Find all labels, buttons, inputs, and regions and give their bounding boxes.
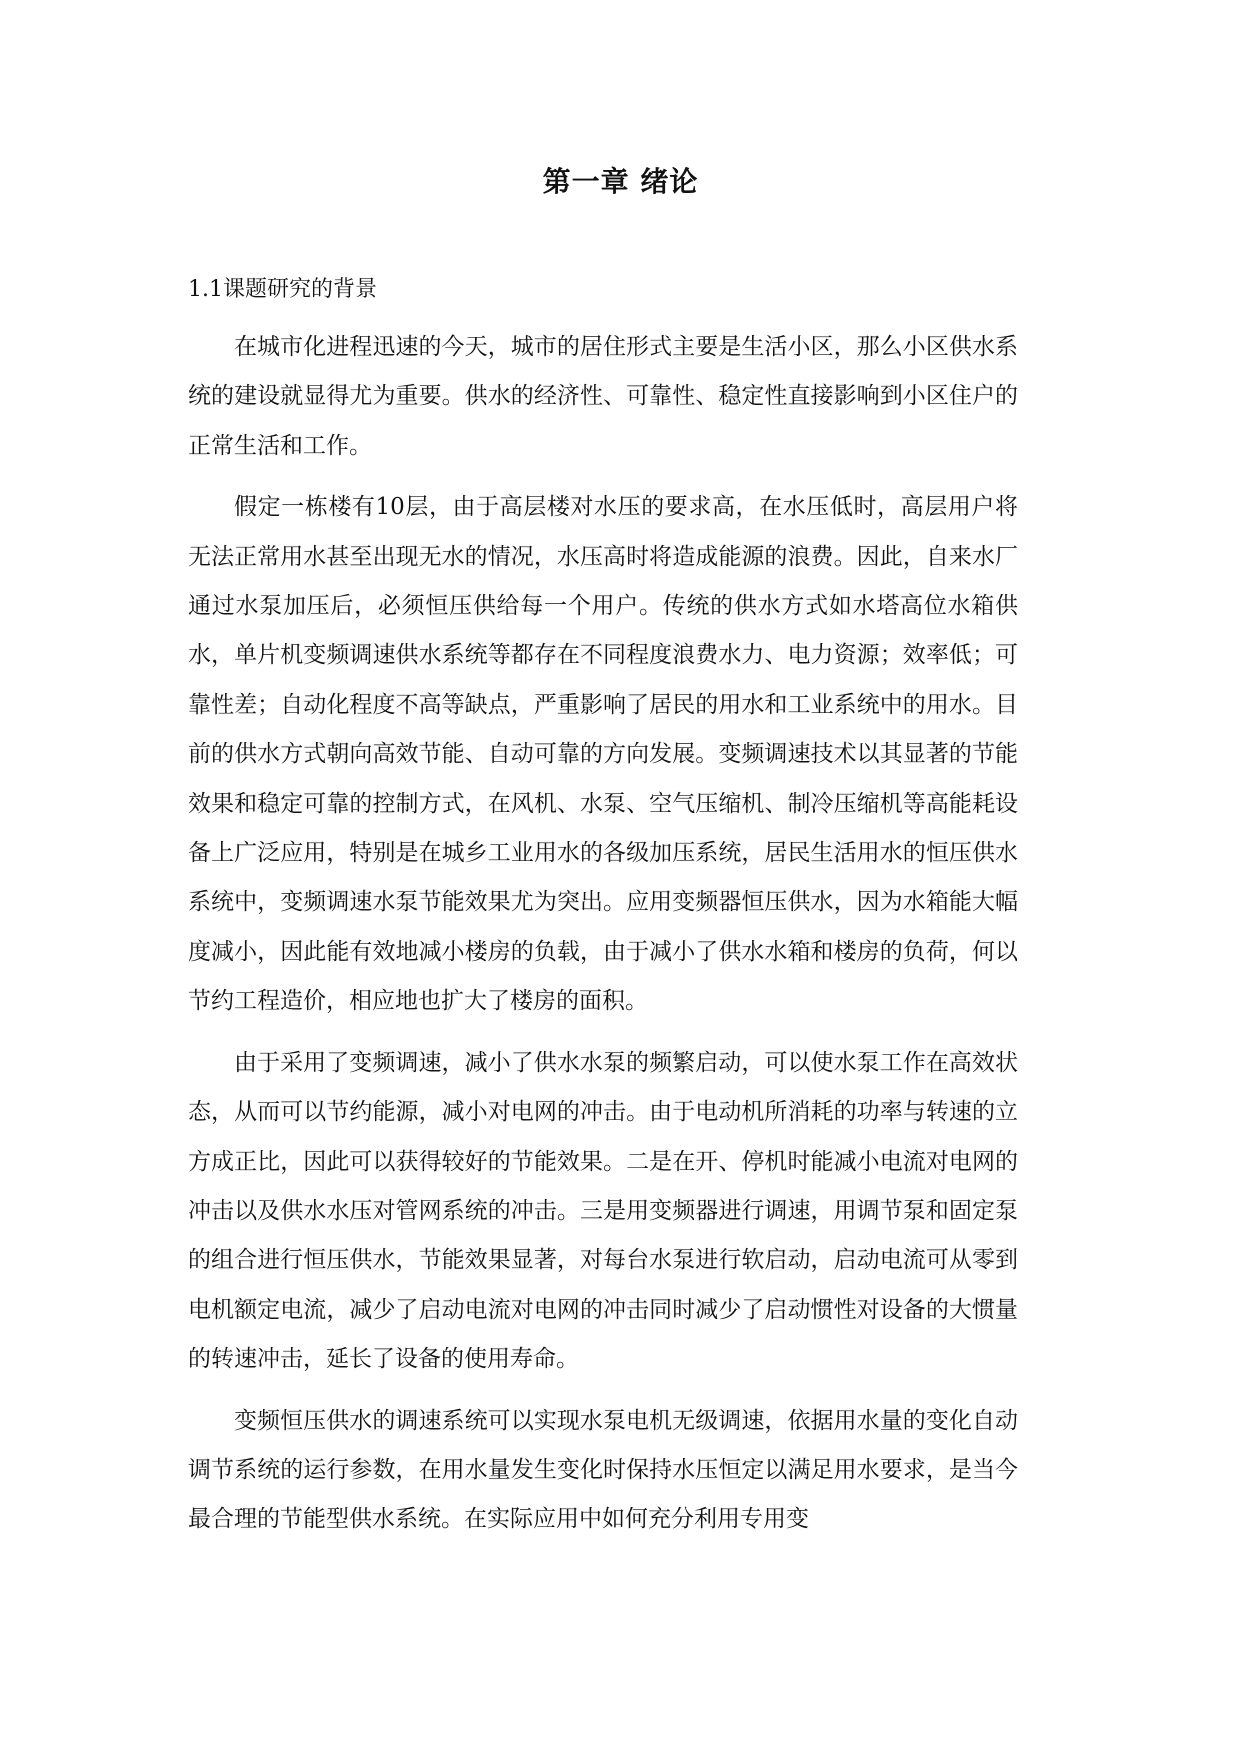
section-heading: 1.1课题研究的背景 [188,277,377,302]
body-text [188,323,1018,1557]
paragraph-1: 在城市化进程迅速的今天，城市的居住形式主要是生活小区，那么小区供水系统的建设就显得尤为重要。供水的经济性、可靠性、稳定性直接影响到小区住户的正常生活和工作。 [188,334,1018,459]
chapter-title: 第一章 绪论 [542,165,699,198]
paragraph-2: 假定一栋楼有10层，由于高层楼对水压的要求高，在水压低时，高层用户将无法正常用水甚至出现无水的情况，水压高时将造成能源的浪费。因此，自来水厂通过水泵加压后，必须恒压供给每一个用户。传统的供水方式如水塔高位水箱供水，单片机变频调速供水系统等都存在不同程度浪费水力、电力资源；效率低；可靠性差；自动化程度不高等缺点，严重影响了居民的用水和工业系统中的用水。目前的供水方式朝向高效节能、自动可靠的方向发展。变频调速技术以其显著的节能效果和稳定可靠的控制方式，在风机、水泵、空气压缩机、制冷压缩机等高能耗设备上广泛应用，特别是在城乡工业用水的各级加压系统，居民生活用水的恒压供水系统中，变频调速水泵节能效果尤为突出。应用变频器恒压供水，因为水箱能大幅度减小，因此能有效地减小楼房的负载，由于减小了供水水箱和楼房的负荷，何以节约工程造价，相应地也扩大了楼房的面积。 [188,494,1018,1015]
paragraph-3: 由于采用了变频调速，减小了供水水泵的频繁启动，可以使水泵工作在高效状态，从而可以节约能源，减小对电网的冲击。由于电动机所消耗的功率与转速的立方成正比，因此可以获得较好的节能效果。二是在开、停机时能减小电流对电网的冲击以及供水水压对管网系统的冲击。三是用变频器进行调速，用调节泵和固定泵的组合进行恒压供水，节能效果显著，对每台水泵进行软启动，启动电流可从零到电机额定电流，减少了启动电流对电网的冲击同时减少了启动惯性对设备的大惯量的转速冲击，延长了设备的使用寿命。 [188,1049,1018,1373]
paragraph-4: 变频恒压供水的调速系统可以实现水泵电机无级调速，依据用水量的变化自动调节系统的运行参数，在用水量发生变化时保持水压恒定以满足用水要求，是当今最合理的节能型供水系统。在实际应用中如何充分利用专用变 [188,1407,1018,1533]
